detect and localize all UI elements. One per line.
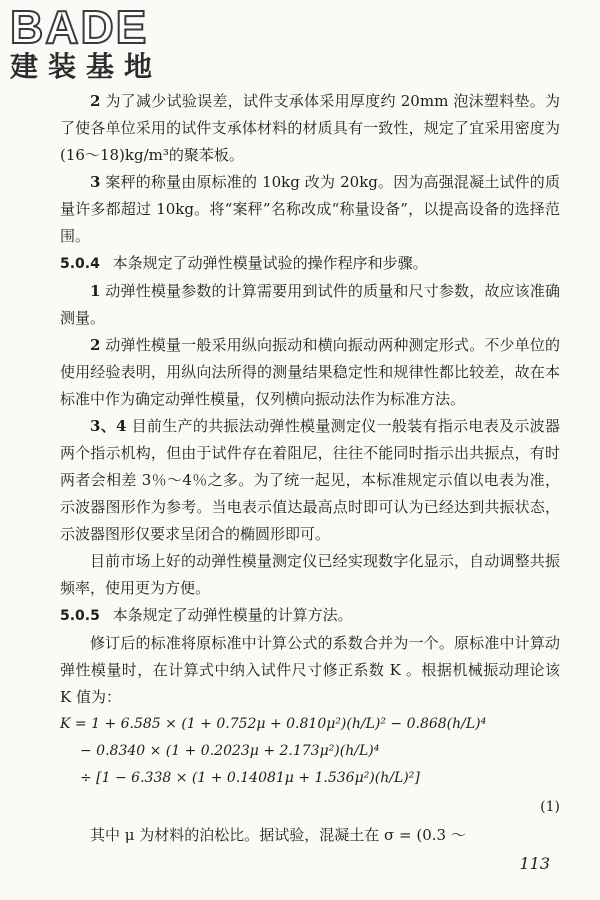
paragraph-text: 修订后的标准将原标准中计算公式的系数合并为一个。原标准中计算动弹性模量时，在计算式中纳入试件尺寸修正系数 K 。根据机械振动理论该 K 值为： <box>60 634 560 706</box>
formula-k <box>60 711 560 792</box>
section-number: 5.0.4 <box>60 256 100 272</box>
formula-line-2: − 0.8340 × (1 + 0.2023μ + 2.173μ²)(h/L)⁴ <box>80 743 380 759</box>
paragraph-text: 动弹性模量一般采用纵向振动和横向振动两种测定形式。不少单位的使用经验表明，用纵向法所得的测量结果稳定性和规律性都比较差，故在本标准中作为确定动弹性模量，仅列横向振动法作为标准方法。 <box>60 336 560 408</box>
logo-wordmark: BADE <box>10 1 149 53</box>
equation-number: (1) <box>540 799 560 815</box>
logo-subtitle: 建装基地 <box>10 50 163 83</box>
paragraph-resonance <box>60 413 560 548</box>
paragraph-text: 动弹性模量参数的计算需要用到试件的质量和尺寸参数，故应该准确测量。 <box>60 282 560 327</box>
section-5-0-4 <box>60 250 560 278</box>
paragraph-scale <box>60 169 560 250</box>
publisher-logo <box>10 1 163 84</box>
section-text: 本条规定了动弹性模量试验的操作程序和步骤。 <box>112 254 428 272</box>
paragraph-formula-intro <box>60 630 560 711</box>
page-number: 113 <box>519 854 550 873</box>
item-number: 3、4 <box>90 417 127 435</box>
paragraph-digital <box>60 548 560 602</box>
paragraph-measure <box>60 278 560 332</box>
paragraph-text: 目前市场上好的动弹性模量测定仪已经实现数字化显示，自动调整共振频率，使用更为方便。 <box>60 552 560 597</box>
section-text: 本条规定了动弹性模量的计算方法。 <box>112 606 353 624</box>
section-number: 5.0.5 <box>60 608 100 624</box>
paragraph-text: 其中 μ 为材料的泊松比。据试验，混凝土在 σ = (0.3 ～ <box>90 826 466 844</box>
paragraph-text: 案秤的称量由原标准的 10kg 改为 20kg。因为高强混凝土试件的质量许多都超过 10kg。将“案秤”名称改成“称量设备”，以提高设备的选择范围。 <box>60 173 560 245</box>
section-5-0-5 <box>60 602 560 630</box>
item-number: 3 <box>90 173 101 191</box>
item-number: 2 <box>90 92 101 110</box>
formula-line-1: K = 1 + 6.585 × (1 + 0.752μ + 0.810μ²)(h/L)² − 0.868(h/L)⁴ <box>60 716 487 732</box>
page-body <box>60 88 560 849</box>
paragraph-poisson <box>60 822 560 849</box>
paragraph-text: 目前生产的共振法动弹性模量测定仪一般装有指示电表及示波器两个指示机构，但由于试件存在着阻尼，往往不能同时指示出共振点，有时两者会相差 3％～4％之多。为了统一起见，本标准规定示值以电表为准，示波器图形作为参考。当电表示值达最高点时即可认为已经达到共振状态，示波器图形仅要求呈闭合的椭圆形即可。 <box>60 417 560 543</box>
paragraph-text: 为了减少试验误差，试件支承体采用厚度约 20mm 泡沫塑料垫。为了使各单位采用的试件支承体材料的材质具有一致性，规定了宜采用密度为(16～18)kg/m³的聚苯板。 <box>60 92 560 164</box>
paragraph-support-pad <box>60 88 560 169</box>
paragraph-vibration-modes <box>60 332 560 413</box>
item-number: 2 <box>90 336 101 354</box>
item-number: 1 <box>90 282 101 300</box>
formula-line-3: ÷ [1 − 6.338 × (1 + 0.14081μ + 1.536μ²)(h/L)²] <box>80 770 420 786</box>
